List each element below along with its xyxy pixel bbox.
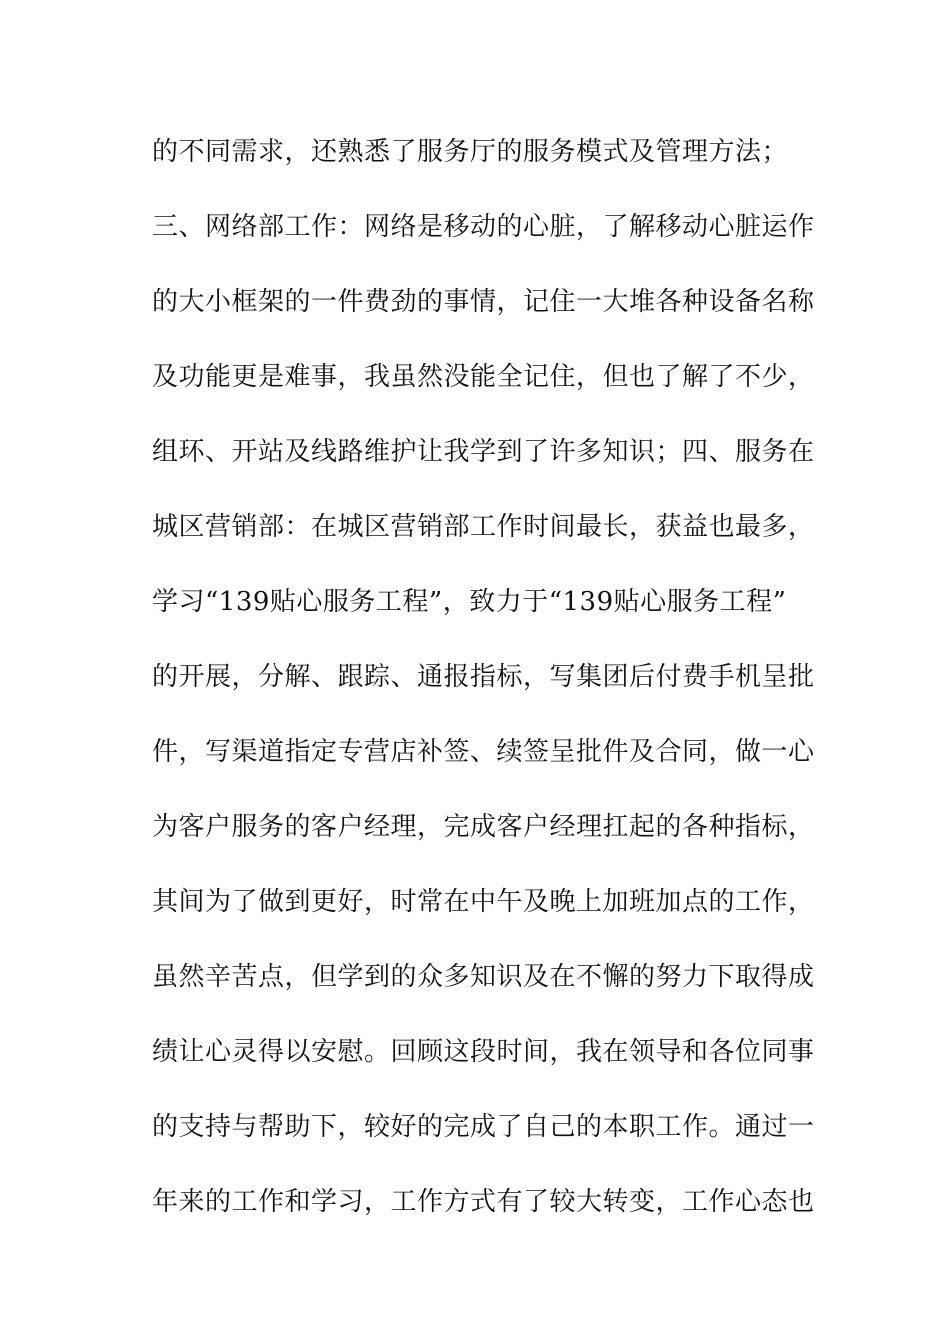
text-line: 为客户服务的客户经理，完成客户经理扛起的各种指标， [152,812,815,842]
text-line: 三、网络部工作：网络是移动的心脏，了解移动心脏运作 [152,212,815,242]
text-line: 的支持与帮助下，较好的完成了自己的本职工作。通过一 [152,1112,815,1142]
text-line: 虽然辛苦点，但学到的众多知识及在不懈的努力下取得成 [152,962,815,992]
text-line: 的大小框架的一件费劲的事情，记住一大堆各种设备名称 [152,287,815,317]
text-line: 件，写渠道指定专营店补签、续签呈批件及合同，做一心 [152,737,815,767]
text-line: 的开展，分解、跟踪、通报指标，写集团后付费手机呈批 [152,662,815,692]
text-line: 组环、开站及线路维护让我学到了许多知识；四、服务在 [152,437,815,467]
text-line: 绩让心灵得以安慰。回顾这段时间，我在领导和各位同事 [152,1037,815,1067]
text-line: 城区营销部：在城区营销部工作时间最长，获益也最多， [152,512,815,542]
body-paragraph [152,128,815,1253]
text-line: 及功能更是难事，我虽然没能全记住，但也了解了不少， [152,362,815,392]
text-line: 其间为了做到更好，时常在中午及晚上加班加点的工作， [152,887,815,917]
text-line: 的不同需求，还熟悉了服务厅的服务模式及管理方法； [152,137,789,167]
text-line: 年来的工作和学习，工作方式有了较大转变，工作心态也 [152,1187,815,1217]
text-line: 学习“139贴心服务工程”，致力于“139贴心服务工程” [152,587,787,617]
